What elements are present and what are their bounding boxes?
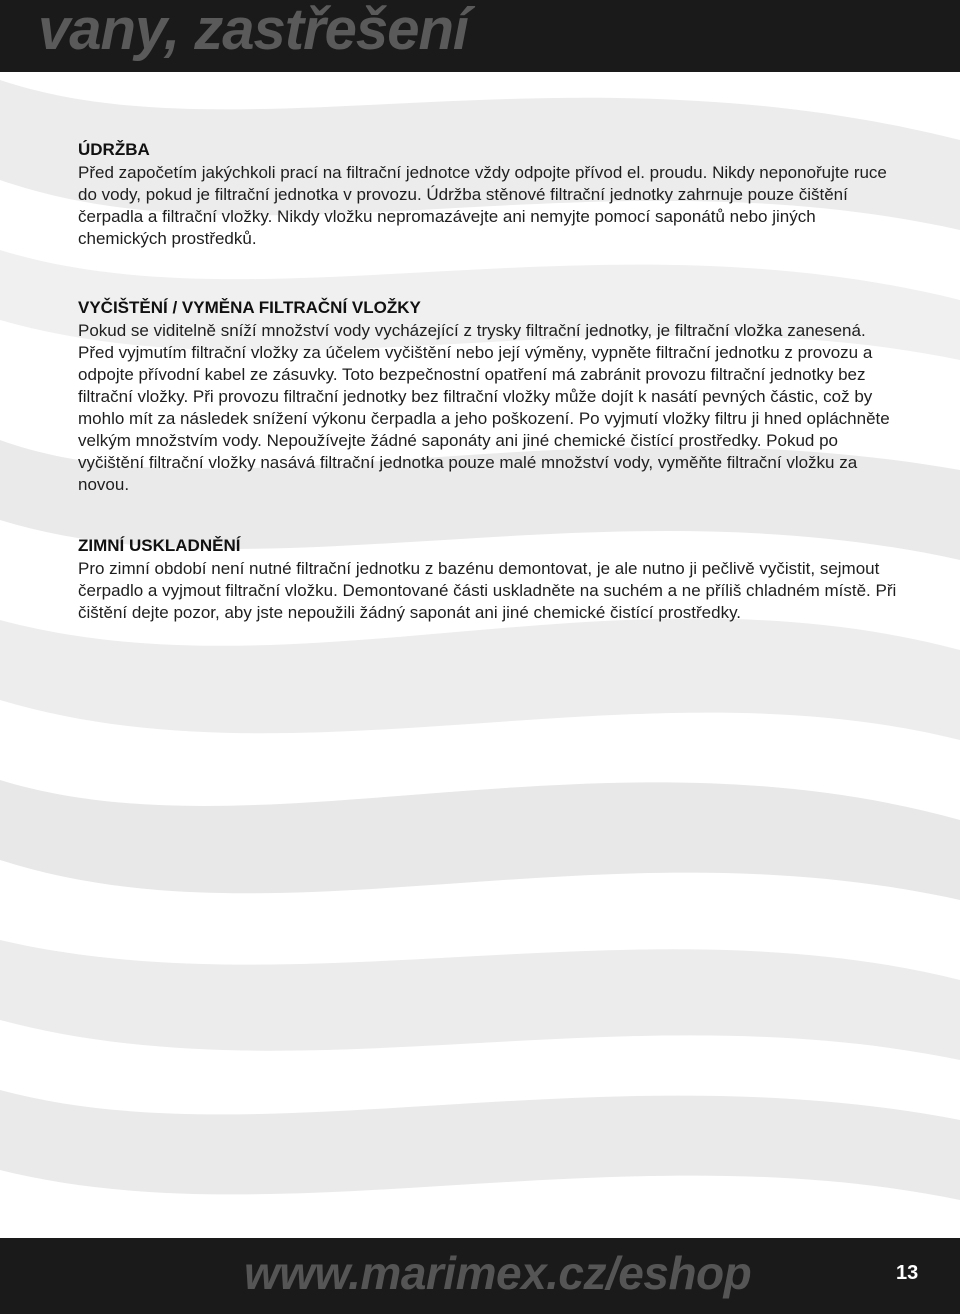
section-cleaning [78,298,898,496]
header-band [0,0,960,72]
page-number: 13 [896,1262,919,1284]
footer-url-link[interactable]: www.marimex.cz/eshop [244,1247,752,1299]
section-maintenance [78,140,898,250]
main-content [78,140,898,624]
footer-band [0,1238,960,1314]
page-title: vany, zastřešení [38,0,468,62]
section-text: Před započetím jakýchkoli prací na filtrační jednotce vždy odpojte přívod el. proudu. Nikdy neponořujte ruce do vody, pokud je filtrační jednotka v provozu. Údržba stěnové filtrační jednotky zahrnuje pouze čištění čerpadla a filtrační vložky. Nikdy vložku nepromazávejte ani nemyjte pomocí saponátů nebo jiných chemických prostředků. [78,163,887,248]
section-text: Pokud se viditelně sníží množství vody vycházející z trysky filtrační jednotky, je filtrační vložka zanesená. Před vyjmutím filtrační vložky za účelem vyčištění nebo její výměny, vypněte filtrační jednotku z provozu a odpojte přívodní kabel ze zásuvky. Toto bezpečnostní opatření má zabránit provozu filtrační jednotky bez filtrační vložky. Při provozu filtrační jednotky bez filtrační vložky může dojít k nasátí pevných částic, což by mohlo mít za následek snížení výkonu čerpadla a jeho poškození. Po vyjmutí vložky filtru ji hned opláchněte velkým množstvím vody. Nepoužívejte žádné saponáty ani jiné chemické čistící prostředky. Pokud po vyčištění filtrační vložky nasává filtrační jednotka pouze malé množství vody, vyměňte filtrační vložku za novou. [78,321,890,494]
section-heading: VYČIŠTĚNÍ / VYMĚNA FILTRAČNÍ VLOŽKY [78,298,421,317]
section-winter-storage [78,536,898,624]
section-heading: ZIMNÍ USKLADNĚNÍ [78,536,241,555]
section-text: Pro zimní období není nutné filtrační jednotku z bazénu demontovat, je ale nutno ji pečlivě vyčistit, sejmout čerpadlo a vyjmout filtrační vložku. Demontované části uskladněte na suchém a ne příliš chladném místě. Při čištění dejte pozor, aby jste nepoužili žádný saponát ani jiné chemické čistící prostředky. [78,559,897,622]
section-heading: ÚDRŽBA [78,140,150,159]
